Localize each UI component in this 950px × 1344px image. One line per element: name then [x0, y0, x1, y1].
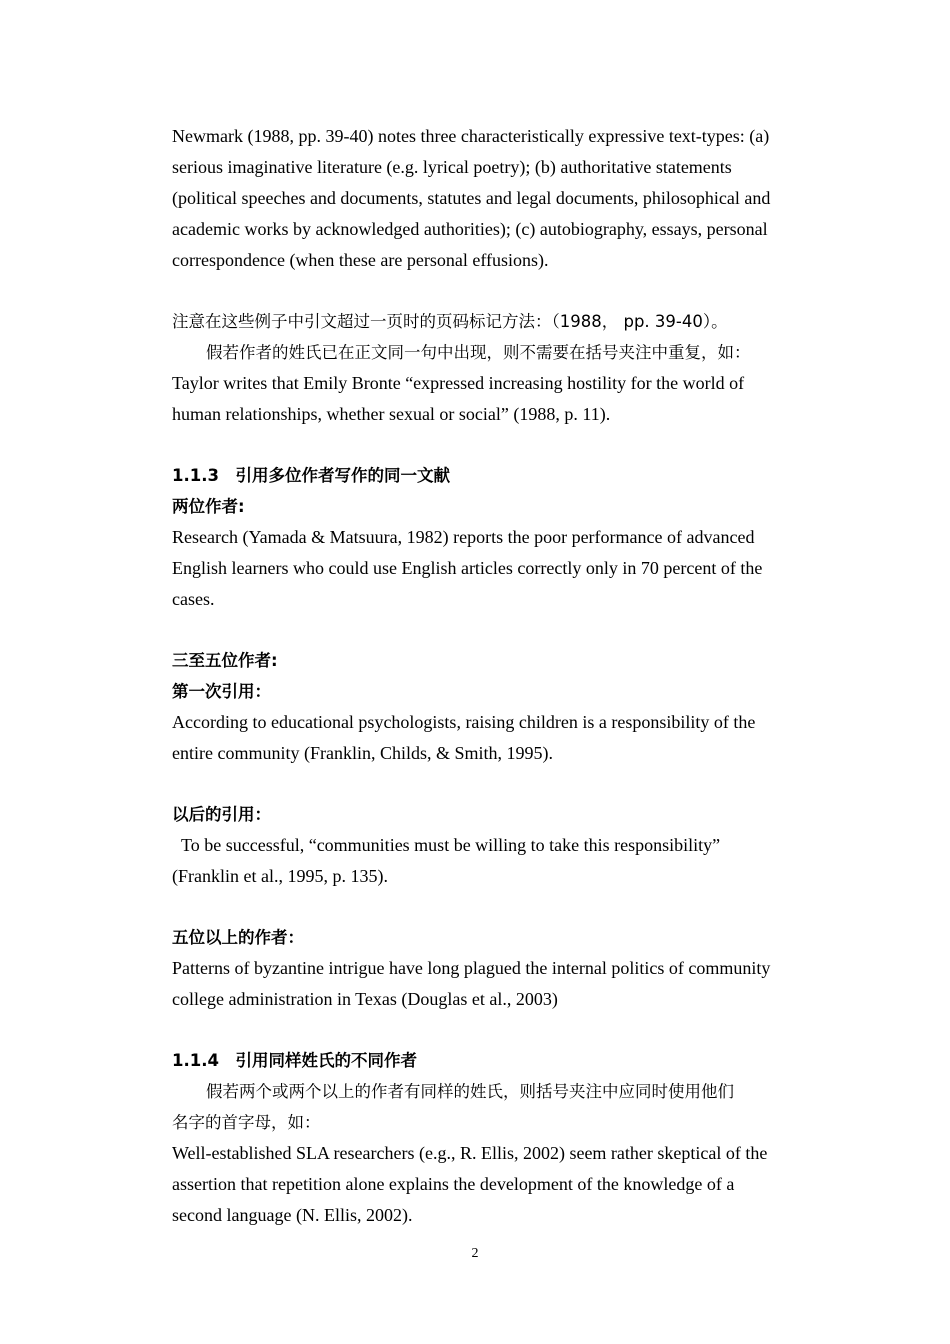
- section-heading-1-1-3: 1.1.3 引用多位作者写作的同一文献: [172, 466, 450, 485]
- label-first-citation: 第一次引用：: [172, 682, 271, 701]
- page-body: [172, 121, 832, 1231]
- text-line: Taylor writes that Emily Bronte “expressed increasing hostility for the world of: [172, 373, 745, 393]
- text-line: correspondence (when these are personal effusions).: [172, 250, 549, 270]
- note-author-in-text: 假若作者的姓氏已在正文同一句中出现，则不需要在括号夹注中重复，如：: [206, 343, 751, 362]
- paragraph-gap: [172, 769, 832, 799]
- text-line: academic works by acknowledged authorities); (c) autobiography, essays, personal: [172, 219, 768, 239]
- text-line: Research (Yamada & Matsuura, 1982) reports the poor performance of advanced: [172, 527, 755, 547]
- paragraph-ellis: [172, 1138, 832, 1231]
- paragraph-gap: [172, 430, 832, 460]
- text-line: According to educational psychologists, raising children is a responsibility of the: [172, 712, 756, 732]
- text-line: 假若两个或两个以上的作者有同样的姓氏，则括号夹注中应同时使用他们: [206, 1082, 734, 1101]
- paragraph-gap: [172, 892, 832, 922]
- text-line: To be successful, “communities must be willing to take this responsibility”: [181, 835, 721, 855]
- label-later-citation: 以后的引用：: [172, 805, 271, 824]
- paragraph-franklin-later: [172, 830, 832, 892]
- text-line: English learners who could use English articles correctly only in 70 percent of the: [172, 558, 763, 578]
- paragraph-taylor: [172, 368, 832, 430]
- text-line: Well-established SLA researchers (e.g., R. Ellis, 2002) seem rather skeptical of the: [172, 1143, 768, 1163]
- text-line: college administration in Texas (Douglas et al., 2003): [172, 989, 558, 1009]
- note-same-surname: [172, 1076, 832, 1138]
- text-line: human relationships, whether sexual or social” (1988, p. 11).: [172, 404, 611, 424]
- text-line: Patterns of byzantine intrigue have long plagued the internal politics of community: [172, 958, 771, 978]
- section-heading-1-1-4: 1.1.4 引用同样姓氏的不同作者: [172, 1051, 417, 1070]
- text-line: 名字的首字母，如：: [172, 1113, 321, 1132]
- paragraph-gap: [172, 615, 832, 645]
- paragraph-gap: [172, 276, 832, 306]
- note-page-range: 注意在这些例子中引文超过一页时的页码标记方法：（1988， pp. 39-40）。: [172, 312, 728, 331]
- label-three-to-five-authors: 三至五位作者:: [172, 651, 278, 670]
- text-line: Newmark (1988, pp. 39-40) notes three characteristically expressive text-types: (a): [172, 126, 770, 146]
- paragraph-yamada: [172, 522, 832, 615]
- paragraph-newmark: [172, 121, 832, 276]
- text-line: (political speeches and documents, statutes and legal documents, philosophical and: [172, 188, 771, 208]
- text-line: (Franklin et al., 1995, p. 135).: [172, 866, 388, 886]
- paragraph-gap: [172, 1015, 832, 1045]
- label-more-than-five-authors: 五位以上的作者：: [172, 928, 304, 947]
- text-line: second language (N. Ellis, 2002).: [172, 1205, 413, 1225]
- page-number: 2: [471, 1246, 479, 1261]
- label-two-authors: 两位作者:: [172, 497, 245, 516]
- text-line: entire community (Franklin, Childs, & Smith, 1995).: [172, 743, 553, 763]
- text-line: serious imaginative literature (e.g. lyrical poetry); (b) authoritative statements: [172, 157, 732, 177]
- text-line: assertion that repetition alone explains the development of the knowledge of a: [172, 1174, 735, 1194]
- paragraph-douglas: [172, 953, 832, 1015]
- text-line: cases.: [172, 589, 215, 609]
- paragraph-franklin-first: [172, 707, 832, 769]
